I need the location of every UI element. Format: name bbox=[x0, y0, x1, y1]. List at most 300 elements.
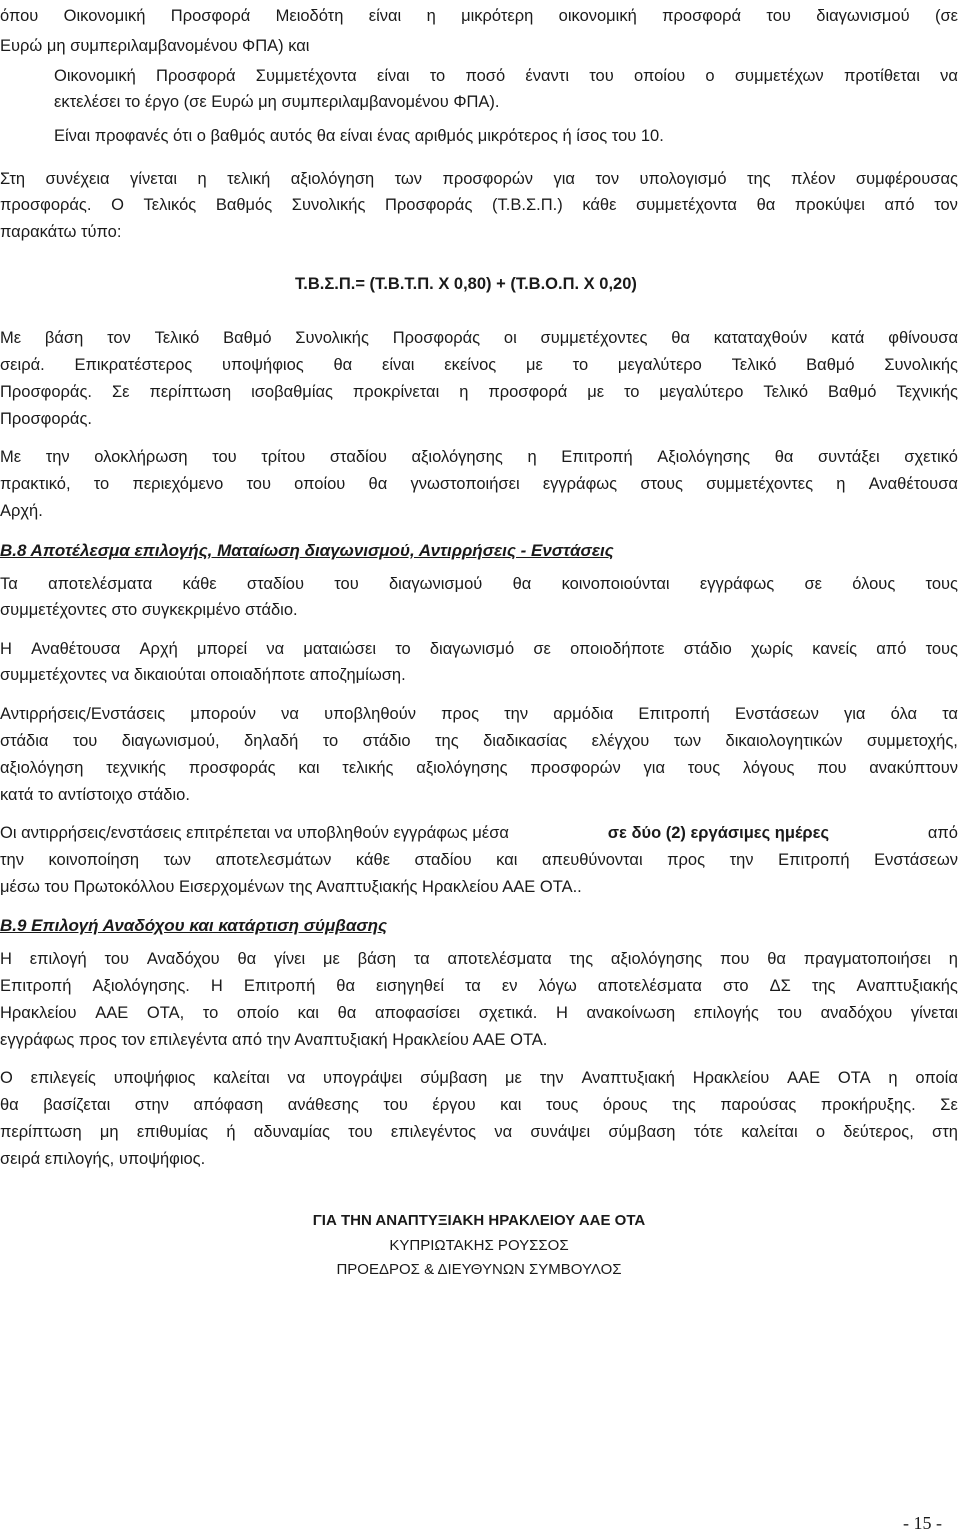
word: στάδια bbox=[0, 732, 49, 750]
line-text: από bbox=[927, 824, 958, 842]
paragraph-line: Είναι προφανές ότι ο βαθμός αυτός θα είναι ένας αριθμός μικρότερος ή ίσος του 10. bbox=[54, 127, 664, 145]
word: το bbox=[572, 356, 589, 374]
word: θα bbox=[756, 196, 776, 214]
word: το bbox=[429, 67, 446, 85]
word: Αναθέτουσα bbox=[31, 640, 121, 658]
word: περίπτωση bbox=[149, 383, 232, 401]
word: τότε bbox=[693, 1123, 724, 1141]
word: Ο bbox=[0, 1069, 13, 1087]
word: υπογράψει bbox=[323, 1069, 403, 1087]
word: σταδίου bbox=[246, 575, 304, 593]
word: (Τ.Β.Σ.Π.) bbox=[492, 196, 563, 214]
word: αδυναμίας bbox=[253, 1123, 330, 1141]
word: στο bbox=[722, 977, 749, 995]
word: επιλεγείς bbox=[30, 1069, 96, 1087]
word: Τελικό bbox=[154, 329, 200, 347]
word: επιλεγέντος bbox=[390, 1123, 477, 1141]
word: από bbox=[876, 640, 907, 658]
word: συμμετοχής, bbox=[866, 732, 958, 750]
word: ποσό bbox=[465, 67, 506, 85]
word: οποία bbox=[915, 1069, 958, 1087]
word: δικαιολογητικών bbox=[725, 732, 843, 750]
word: κοινοποιούνται bbox=[561, 575, 670, 593]
paragraph-line bbox=[0, 821, 958, 845]
word: πλέον bbox=[791, 170, 836, 188]
word: βάση bbox=[357, 950, 397, 968]
deadline-emphasis: σε δύο (2) εργάσιμες ημέρες bbox=[607, 824, 830, 842]
word: θα bbox=[237, 950, 257, 968]
word: το bbox=[93, 475, 110, 493]
word: τελική bbox=[227, 170, 271, 188]
paragraph-line bbox=[0, 4, 958, 28]
word: διαγωνισμού, bbox=[121, 732, 220, 750]
word: γίνεται bbox=[130, 170, 178, 188]
word: σύμβαση bbox=[420, 1069, 488, 1087]
word: Ηρακλείου bbox=[0, 1004, 77, 1022]
word: υποψήφιος bbox=[113, 1069, 196, 1087]
word: Στη bbox=[0, 170, 26, 188]
word: απόφαση bbox=[193, 1096, 264, 1114]
word: η bbox=[426, 7, 436, 25]
word: Σε bbox=[111, 383, 130, 401]
word: των bbox=[394, 170, 423, 188]
word: η bbox=[459, 383, 469, 401]
word: αποτελέσματα bbox=[597, 977, 702, 995]
word: τους bbox=[687, 759, 721, 777]
word: τον bbox=[934, 196, 958, 214]
word: του bbox=[212, 448, 237, 466]
word: επιλογής bbox=[693, 1004, 759, 1022]
word: πρακτικό, bbox=[0, 475, 71, 493]
word: Ηρακλείου bbox=[692, 1069, 770, 1087]
word: υποβληθούν bbox=[324, 705, 416, 723]
paragraph-line: μέσω του Πρωτοκόλλου Εισερχομένων της Αναπτυξιακής Ηρακλείου ΑΑΕ ΟΤΑ.. bbox=[0, 878, 582, 896]
word: σχετικά. bbox=[478, 1004, 538, 1022]
word: σειρά. bbox=[0, 356, 45, 374]
word: αποτελέσματα bbox=[447, 950, 552, 968]
word: μεγαλύτερο bbox=[617, 356, 702, 374]
word: του bbox=[348, 1123, 373, 1141]
word: σταδίου bbox=[329, 448, 387, 466]
word: της bbox=[569, 950, 594, 968]
word: του bbox=[246, 475, 271, 493]
word: Αρχή bbox=[139, 640, 178, 658]
word: να bbox=[940, 67, 958, 85]
word: και bbox=[496, 851, 518, 869]
word: Επιτροπή bbox=[0, 977, 72, 995]
word: Τελικός bbox=[143, 196, 197, 214]
word: η bbox=[948, 950, 958, 968]
paragraph-line bbox=[0, 637, 958, 661]
word: ΟΤΑ, bbox=[146, 1004, 185, 1022]
word: κανείς bbox=[812, 640, 858, 658]
word: το bbox=[202, 1004, 219, 1022]
word: μπορεί bbox=[196, 640, 248, 658]
word: σταδίου bbox=[414, 851, 472, 869]
word: η bbox=[836, 475, 846, 493]
word: λόγω bbox=[538, 977, 577, 995]
word: προσφορών bbox=[442, 170, 534, 188]
word: το bbox=[395, 640, 411, 658]
word: με bbox=[587, 383, 605, 401]
word: Προσφορά bbox=[170, 7, 251, 25]
word: Με bbox=[0, 329, 22, 347]
paragraph-line bbox=[54, 64, 958, 88]
word: Αναθέτουσα bbox=[868, 475, 958, 493]
word: με bbox=[505, 1069, 522, 1087]
paragraph-line: σειρά επιλογής, υποψήφιος. bbox=[0, 1150, 206, 1168]
word: Η bbox=[555, 1004, 568, 1022]
paragraph-line: κατά το αντίστοιχο στάδιο. bbox=[0, 786, 190, 804]
word: για bbox=[643, 759, 665, 777]
word: θα bbox=[0, 1096, 19, 1114]
paragraph-line: Αρχή. bbox=[0, 502, 43, 520]
word: όλους bbox=[852, 575, 896, 593]
word: για bbox=[844, 705, 866, 723]
word: Αναπτυξιακή bbox=[581, 1069, 675, 1087]
word: εν bbox=[501, 977, 518, 995]
word: Τελικό bbox=[763, 383, 809, 401]
paragraph-line: εκτελέσει το έργο (σε Ευρώ μη συμπεριλαμβανομένου ΦΠΑ). bbox=[54, 93, 500, 111]
word: προσφοράς bbox=[188, 759, 276, 777]
word: συμμετέχοντα bbox=[636, 196, 737, 214]
word: όλα bbox=[890, 705, 918, 723]
word: Αναδόχου bbox=[146, 950, 220, 968]
word: οποίου bbox=[634, 67, 686, 85]
word: (σε bbox=[934, 7, 958, 25]
word: θα bbox=[512, 575, 532, 593]
word: προσφορά bbox=[662, 7, 742, 25]
word: προς bbox=[667, 851, 706, 869]
word: υποψήφιος bbox=[221, 356, 304, 374]
word: Η bbox=[0, 950, 12, 968]
word: Συνολικής bbox=[295, 329, 369, 347]
word: δεύτερος, bbox=[843, 1123, 914, 1141]
word: καταταχθούν bbox=[713, 329, 808, 347]
paragraph-line bbox=[0, 756, 958, 780]
word: τον bbox=[595, 170, 620, 188]
word: αποτελεσμάτων bbox=[215, 851, 332, 869]
word: του bbox=[72, 732, 98, 750]
word: έργου bbox=[432, 1096, 476, 1114]
word: Η bbox=[210, 977, 223, 995]
word: θα bbox=[767, 950, 786, 968]
word: προτίθεται bbox=[843, 67, 920, 85]
word: Ενστάσεων bbox=[734, 705, 819, 723]
word: ο bbox=[815, 1123, 826, 1141]
word: την bbox=[729, 851, 754, 869]
word: στη bbox=[932, 1123, 958, 1141]
word: τα bbox=[413, 950, 430, 968]
word: ο bbox=[705, 67, 715, 85]
paragraph-line bbox=[0, 1120, 958, 1144]
word: προκρίνεται bbox=[352, 383, 440, 401]
word: την bbox=[539, 1069, 564, 1087]
word: κατά bbox=[831, 329, 865, 347]
word: Βαθμός bbox=[215, 196, 273, 214]
paragraph-line bbox=[0, 572, 958, 596]
word: κάθε bbox=[182, 575, 217, 593]
word: όρους bbox=[602, 1096, 648, 1114]
line-text: Οι αντιρρήσεις/ενστάσεις επιτρέπεται να υποβληθούν εγγράφως μέσα bbox=[0, 824, 509, 842]
word: προσφορών bbox=[530, 759, 621, 777]
word: οικονομική bbox=[558, 7, 637, 25]
word: συμμετέχοντες bbox=[706, 475, 814, 493]
word: τον bbox=[107, 329, 131, 347]
word: Προσφορά bbox=[156, 67, 236, 85]
paragraph-line bbox=[0, 167, 958, 191]
word: ισοβαθμίας bbox=[251, 383, 333, 401]
paragraph-line: Προσφοράς. bbox=[0, 410, 92, 428]
paragraph-line bbox=[0, 1001, 958, 1025]
word: και bbox=[500, 1096, 522, 1114]
word: κοινοποίηση bbox=[48, 851, 140, 869]
word: αξιολόγησης bbox=[411, 448, 503, 466]
word: να bbox=[281, 705, 299, 723]
word: τεχνικής bbox=[106, 759, 166, 777]
paragraph-line bbox=[0, 326, 958, 350]
word: εισηγηθεί bbox=[376, 977, 445, 995]
word: λόγους bbox=[742, 759, 795, 777]
word: διαγωνισμού bbox=[388, 575, 483, 593]
paragraph-line: συμμετέχοντες στο συγκεκριμένο στάδιο. bbox=[0, 601, 298, 619]
word: σε bbox=[533, 640, 551, 658]
word: καλείται bbox=[213, 1069, 270, 1087]
page-number: - 15 - bbox=[903, 1513, 942, 1533]
word: συνάψει bbox=[530, 1123, 591, 1141]
word: ματαιώσει bbox=[303, 640, 377, 658]
section-heading-b8: Β.8 Αποτέλεσμα επιλογής, Ματαίωση διαγωνισμού, Αντιρρήσεις - Ενστάσεις bbox=[0, 541, 614, 560]
word: Με bbox=[0, 448, 22, 466]
paragraph-line bbox=[0, 947, 958, 971]
word: Συμμετέχοντα bbox=[255, 67, 357, 85]
word: εγγράφως bbox=[699, 575, 775, 593]
word: ΟΤΑ bbox=[837, 1069, 871, 1087]
word: για bbox=[553, 170, 575, 188]
word: πραγματοποιήσει bbox=[803, 950, 931, 968]
word: Βαθμό bbox=[806, 356, 855, 374]
word: αναδόχου bbox=[820, 1004, 893, 1022]
word: στάδιο bbox=[362, 732, 411, 750]
word: στάδιο bbox=[683, 640, 732, 658]
word: θα bbox=[336, 977, 355, 995]
word: βάση bbox=[44, 329, 84, 347]
word: χωρίς bbox=[750, 640, 794, 658]
word: ή bbox=[226, 1123, 236, 1141]
word: του bbox=[777, 1004, 802, 1022]
word: αρμόδια bbox=[553, 705, 614, 723]
word: του bbox=[383, 1096, 408, 1114]
word: του bbox=[589, 67, 614, 85]
paragraph-line: Ευρώ μη συμπεριλαμβανομένου ΦΠΑ) και bbox=[0, 37, 310, 55]
word: των bbox=[163, 851, 192, 869]
word: μη bbox=[99, 1123, 119, 1141]
paragraph-line bbox=[0, 445, 958, 469]
word: αξιολόγησης bbox=[416, 759, 508, 777]
word: έναντι bbox=[525, 67, 569, 85]
word: Μειοδότη bbox=[275, 7, 344, 25]
word: προς bbox=[441, 705, 480, 723]
word: θα bbox=[368, 475, 388, 493]
word: να bbox=[494, 1123, 513, 1141]
word: συνέχεια bbox=[45, 170, 110, 188]
word: γίνεται bbox=[910, 1004, 958, 1022]
word: τα bbox=[942, 705, 958, 723]
word: Αξιολόγησης. bbox=[92, 977, 190, 995]
word: οποίο bbox=[236, 1004, 280, 1022]
word: προκήρυξης. bbox=[820, 1096, 916, 1114]
paragraph-line: συμμετέχοντες να δικαιούται οποιαδήποτε αποζημίωση. bbox=[0, 666, 406, 684]
word: θα bbox=[333, 356, 353, 374]
word: Επιτροπή bbox=[561, 448, 633, 466]
word: κάθε bbox=[582, 196, 617, 214]
word: τελικής bbox=[342, 759, 394, 777]
word: η bbox=[888, 1069, 898, 1087]
word: του bbox=[766, 7, 791, 25]
word: ΔΣ bbox=[769, 977, 791, 995]
word: το bbox=[624, 383, 640, 401]
paragraph-line bbox=[0, 1066, 958, 1090]
word: την bbox=[504, 705, 529, 723]
word: Ο bbox=[111, 196, 124, 214]
word: Επιτροπή bbox=[778, 851, 850, 869]
word: η bbox=[527, 448, 537, 466]
formula: Τ.Β.Σ.Π.= (Τ.Β.Τ.Π. Χ 0,80) + (Τ.Β.Ο.Π. Χ 0,20) bbox=[295, 275, 637, 293]
section-heading-b9: Β.9 Επιλογή Αναδόχου και κατάρτιση σύμβασης bbox=[0, 916, 388, 935]
word: στην bbox=[134, 1096, 169, 1114]
word: Τα bbox=[0, 575, 18, 593]
word: Επικρατέστερος bbox=[74, 356, 193, 374]
word: στους bbox=[640, 475, 683, 493]
word: είναι bbox=[376, 67, 410, 85]
word: γίνει bbox=[273, 950, 306, 968]
word: αξιολόγηση bbox=[0, 759, 84, 777]
paragraph-line bbox=[0, 353, 958, 377]
word: Αναπτυξιακής bbox=[856, 977, 958, 995]
word: διαγωνισμό bbox=[429, 640, 515, 658]
word: του bbox=[104, 950, 130, 968]
word: τους bbox=[925, 640, 958, 658]
word: αξιολόγηση bbox=[290, 170, 375, 188]
word: είναι bbox=[381, 356, 415, 374]
word: όπου bbox=[0, 7, 39, 25]
word: Συνολικής bbox=[884, 356, 958, 374]
word: παρούσας bbox=[720, 1096, 797, 1114]
paragraph-line: παρακάτω τύπο: bbox=[0, 223, 122, 241]
word: περιεχόμενο bbox=[132, 475, 224, 493]
word: βασίζεται bbox=[43, 1096, 111, 1114]
word: Προσφοράς. bbox=[0, 383, 92, 401]
word: ολοκλήρωση bbox=[94, 448, 188, 466]
word: το bbox=[322, 732, 339, 750]
word: συμφέρουσας bbox=[855, 170, 958, 188]
word: Αντιρρήσεις/Ενστάσεις bbox=[0, 705, 166, 723]
word: εκείνος bbox=[444, 356, 497, 374]
word: φθίνουσα bbox=[888, 329, 958, 347]
word: και bbox=[297, 1004, 319, 1022]
word: της bbox=[811, 977, 836, 995]
word: την bbox=[0, 851, 24, 869]
word: κάθε bbox=[355, 851, 391, 869]
word: θα bbox=[774, 448, 794, 466]
word: της bbox=[746, 170, 771, 188]
word: ανάθεσης bbox=[287, 1096, 359, 1114]
word: συντάξει bbox=[817, 448, 880, 466]
word: ΑΑΕ bbox=[95, 1004, 129, 1022]
word: Βαθμό bbox=[828, 383, 877, 401]
word: τα bbox=[465, 977, 481, 995]
word: τους bbox=[545, 1096, 579, 1114]
word: με bbox=[526, 356, 543, 374]
word: και bbox=[298, 759, 320, 777]
word: Προσφοράς bbox=[392, 329, 481, 347]
word: διαδικασίας bbox=[483, 732, 568, 750]
word: αποτελέσματα bbox=[48, 575, 153, 593]
word: επιλογή bbox=[29, 950, 87, 968]
word: εγγράφως bbox=[542, 475, 618, 493]
paragraph-line bbox=[0, 848, 958, 872]
word: της bbox=[435, 732, 459, 750]
word: ΑΑΕ bbox=[787, 1069, 821, 1087]
word: θα bbox=[671, 329, 690, 347]
word: θα bbox=[337, 1004, 357, 1022]
word: Οικονομική bbox=[54, 67, 136, 85]
word: σύμβαση bbox=[608, 1123, 676, 1141]
paragraph-line bbox=[0, 702, 958, 726]
word: μικρότερη bbox=[461, 7, 534, 25]
word: τρίτου bbox=[261, 448, 306, 466]
signature-title: ΠΡΟΕΔΡΟΣ & ΔΙΕΥΘΥΝΩΝ ΣΥΜΒΟΥΛΟΣ bbox=[336, 1261, 622, 1278]
word: η bbox=[197, 170, 207, 188]
paragraph-line bbox=[0, 1093, 958, 1117]
paragraph-line bbox=[0, 729, 958, 753]
word: Προσφοράς bbox=[385, 196, 473, 214]
word: Οικονομική bbox=[63, 7, 146, 25]
word: των bbox=[673, 732, 702, 750]
word: τους bbox=[925, 575, 958, 593]
word: συμμετέχων bbox=[734, 67, 824, 85]
word: ανακύπτουν bbox=[869, 759, 958, 777]
word: Αξιολόγησης bbox=[657, 448, 751, 466]
word: διαγωνισμού bbox=[816, 7, 910, 25]
word: να bbox=[266, 640, 285, 658]
word: αξιολόγησης bbox=[610, 950, 703, 968]
word: συμμετέχοντες bbox=[540, 329, 648, 347]
word: σε bbox=[804, 575, 822, 593]
word: ανακοίνωση bbox=[586, 1004, 676, 1022]
word: του bbox=[334, 575, 359, 593]
signature-organization: ΓΙΑ ΤΗΝ ΑΝΑΠΤΥΞΙΑΚΗ ΗΡΑΚΛΕΙΟΥ ΑΑΕ ΟΤΑ bbox=[312, 1212, 646, 1229]
word: οποίου bbox=[294, 475, 346, 493]
word: οι bbox=[503, 329, 517, 347]
word: Ενστάσεων bbox=[874, 851, 958, 869]
word: προκύψει bbox=[794, 196, 865, 214]
paragraph-line bbox=[0, 380, 958, 404]
paragraph-line bbox=[0, 974, 958, 998]
signature-name: ΚΥΠΡΙΩΤΑΚΗΣ ΡΟΥΣΣΟΣ bbox=[389, 1237, 569, 1254]
word: που bbox=[817, 759, 847, 777]
word: γνωστοποιήσει bbox=[410, 475, 520, 493]
word: Η bbox=[0, 640, 12, 658]
word: σχετικό bbox=[904, 448, 958, 466]
word: μεγαλύτερο bbox=[659, 383, 744, 401]
word: προσφορά bbox=[488, 383, 568, 401]
word: Επιτροπή bbox=[638, 705, 710, 723]
paragraph-line: εγγράφως προς τον επιλεγέντα από την Αναπτυξιακή Ηρακλείου ΑΑΕ ΟΤΑ. bbox=[0, 1031, 548, 1049]
word: Τεχνικής bbox=[896, 383, 958, 401]
word: από bbox=[884, 196, 915, 214]
word: καλείται bbox=[741, 1123, 798, 1141]
